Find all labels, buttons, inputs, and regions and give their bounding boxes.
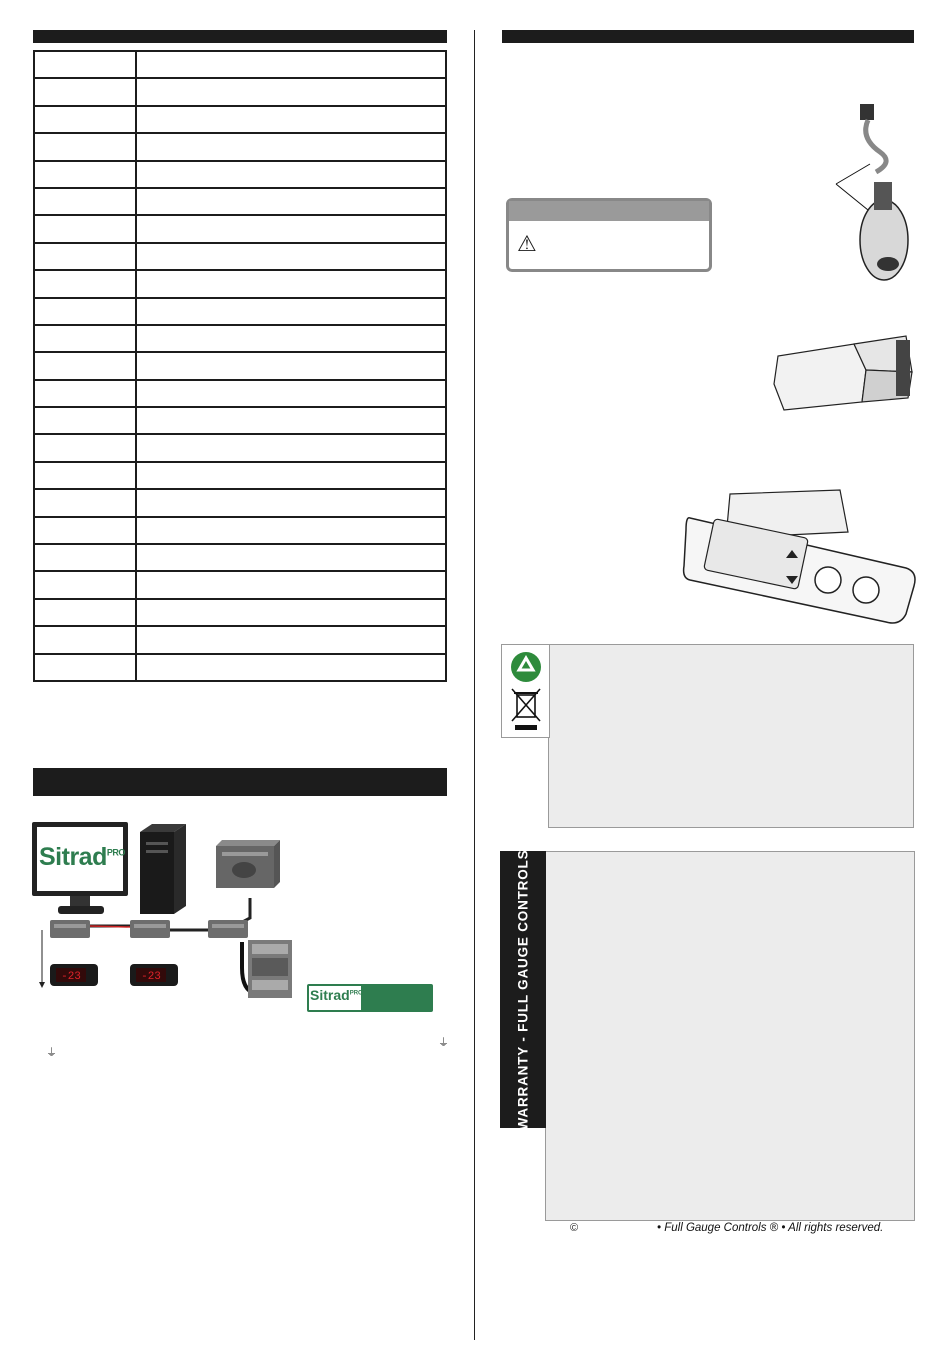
spec-row	[34, 434, 446, 461]
computer-tower-image	[140, 824, 186, 914]
controller-display-1	[50, 964, 98, 986]
spec-row	[34, 544, 446, 571]
sitrad-badge-logo	[310, 987, 363, 1003]
controller-side-image	[770, 330, 918, 414]
spec-row	[34, 462, 446, 489]
spec-row	[34, 243, 446, 270]
spec-label-cell	[34, 407, 136, 434]
spec-value-cell	[136, 270, 446, 297]
spec-label-cell	[34, 78, 136, 105]
spec-label-cell	[34, 489, 136, 516]
warning-icon: ⚠	[517, 231, 537, 256]
spec-label-cell	[34, 571, 136, 598]
spec-row	[34, 215, 446, 242]
spec-label-cell	[34, 599, 136, 626]
spec-row	[34, 133, 446, 160]
spec-label-cell	[34, 188, 136, 215]
spec-label-cell	[34, 380, 136, 407]
spec-label-cell	[34, 133, 136, 160]
spec-row	[34, 599, 446, 626]
spec-label-cell	[34, 654, 136, 681]
spec-label-cell	[34, 434, 136, 461]
spec-label-cell	[34, 544, 136, 571]
spec-value-cell	[136, 161, 446, 188]
warranty-tab-label: WARRANTY - FULL GAUGE CONTROLS	[515, 849, 531, 1130]
spec-value-cell	[136, 352, 446, 379]
spec-row	[34, 51, 446, 78]
spec-row	[34, 298, 446, 325]
spec-row	[34, 352, 446, 379]
spec-label-cell	[34, 517, 136, 544]
sitrad-badge-sup: PRO	[349, 990, 363, 997]
warranty-tab	[500, 851, 546, 1128]
spec-label-cell	[34, 352, 136, 379]
display-value-2: -23	[141, 971, 161, 983]
column-divider	[474, 30, 475, 1340]
footer-rights: • Full Gauge Controls ® • All rights reserved.	[657, 1222, 884, 1234]
controller-front-image	[680, 484, 920, 634]
spec-value-cell	[136, 489, 446, 516]
recycling-info-panel	[548, 644, 914, 828]
weee-bin-icon	[512, 689, 540, 730]
spec-row	[34, 517, 446, 544]
spec-value-cell	[136, 626, 446, 653]
network-section-header	[33, 768, 447, 796]
spec-value-cell	[136, 462, 446, 489]
spec-label-cell	[34, 243, 136, 270]
warranty-info-panel	[545, 851, 915, 1221]
ground-icon: ⏚	[46, 1047, 57, 1059]
display-value-1: -23	[61, 971, 81, 983]
spec-label-cell	[34, 161, 136, 188]
spec-row	[34, 188, 446, 215]
spec-value-cell	[136, 106, 446, 133]
spec-value-cell	[136, 215, 446, 242]
spec-value-cell	[136, 188, 446, 215]
spec-value-cell	[136, 407, 446, 434]
spec-label-cell	[34, 626, 136, 653]
spec-row	[34, 654, 446, 681]
sitrad-logo	[39, 843, 125, 872]
recycle-icon	[511, 652, 541, 682]
spec-value-cell	[136, 599, 446, 626]
spec-label-cell	[34, 51, 136, 78]
spec-value-cell	[136, 544, 446, 571]
right-header-bar	[502, 30, 914, 43]
spec-label-cell	[34, 462, 136, 489]
spec-row	[34, 270, 446, 297]
spec-value-cell	[136, 243, 446, 270]
recycle-icon-box	[501, 644, 550, 738]
sitrad-logo-text: Sitrad	[39, 843, 107, 871]
spec-label-cell	[34, 325, 136, 352]
spec-value-cell	[136, 133, 446, 160]
spec-row	[34, 626, 446, 653]
spec-value-cell	[136, 78, 446, 105]
spec-value-cell	[136, 517, 446, 544]
warning-callout	[506, 198, 712, 272]
spec-row	[34, 78, 446, 105]
spec-row	[34, 489, 446, 516]
controller-display-2	[130, 964, 178, 986]
spec-value-cell	[136, 298, 446, 325]
spec-value-cell	[136, 380, 446, 407]
ground-icon-2: ⏚	[438, 1037, 449, 1049]
spec-row	[34, 325, 446, 352]
spec-row	[34, 380, 446, 407]
spec-value-cell	[136, 571, 446, 598]
usb-programmer-image	[830, 98, 920, 284]
spec-label-cell	[34, 215, 136, 242]
spec-label-cell	[34, 106, 136, 133]
left-header-bar	[33, 30, 447, 43]
spec-row	[34, 161, 446, 188]
spec-value-cell	[136, 654, 446, 681]
spec-row	[34, 407, 446, 434]
spec-value-cell	[136, 325, 446, 352]
sitrad-logo-sup: PRO	[106, 847, 125, 858]
copyright-icon: ©	[570, 1222, 579, 1234]
warning-callout-header	[509, 201, 709, 221]
spec-label-cell	[34, 270, 136, 297]
tcp485-converter-image	[216, 840, 280, 888]
sitrad-badge-text: Sitrad	[310, 987, 350, 1003]
interface-module-3	[208, 920, 248, 938]
din-rail-module-image	[248, 940, 292, 998]
spec-row	[34, 571, 446, 598]
spec-label-cell	[34, 298, 136, 325]
spec-value-cell	[136, 434, 446, 461]
spec-value-cell	[136, 51, 446, 78]
spec-row	[34, 106, 446, 133]
interface-module-1	[50, 920, 90, 938]
interface-module-2	[130, 920, 170, 938]
specifications-table	[33, 50, 447, 682]
